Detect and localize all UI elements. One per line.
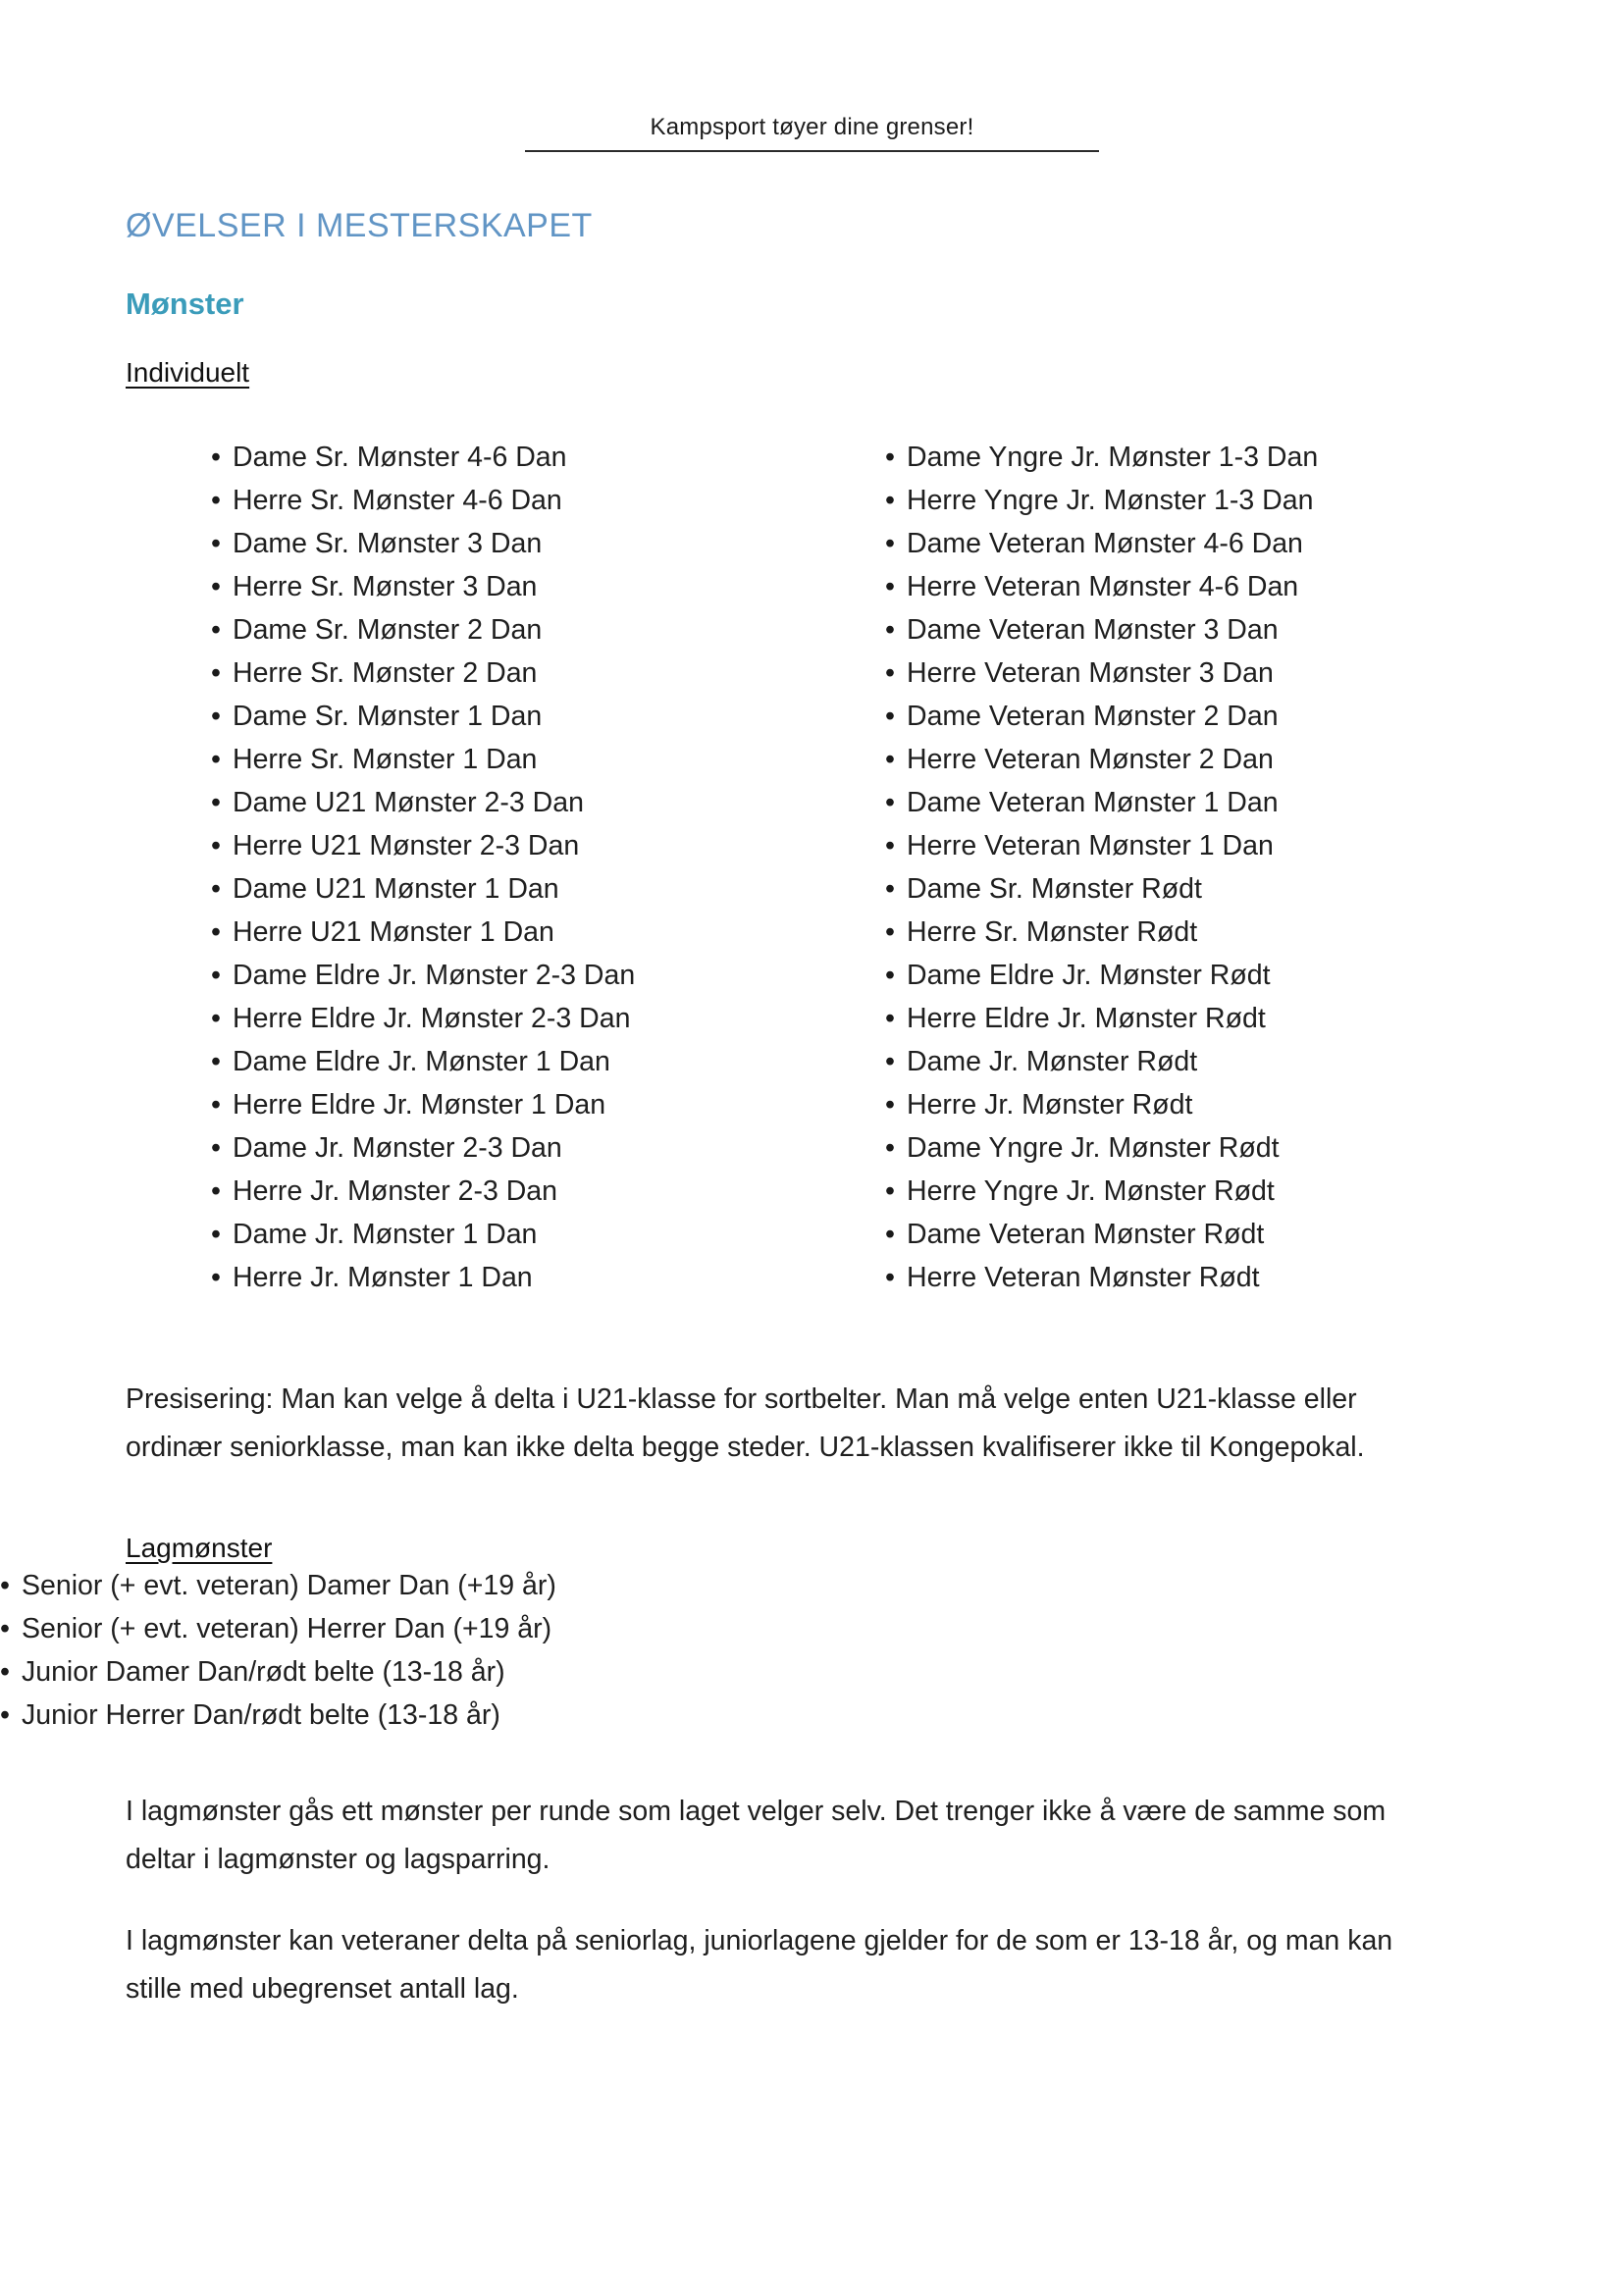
- list-item: • Dame Sr. Mønster 2 Dan: [211, 608, 885, 652]
- list-item: • Herre Eldre Jr. Mønster 2-3 Dan: [211, 997, 885, 1040]
- list-item: • Herre Veteran Mønster 3 Dan: [885, 652, 1624, 695]
- list-item: • Herre Sr. Mønster 4-6 Dan: [211, 479, 885, 522]
- individual-list-right-column: [885, 436, 1624, 1299]
- list-item: • Herre Veteran Mønster 2 Dan: [885, 738, 1624, 781]
- list-item: • Herre Sr. Mønster 3 Dan: [211, 565, 885, 608]
- list-item: • Herre Jr. Mønster Rødt: [885, 1083, 1624, 1126]
- list-item: • Dame Eldre Jr. Mønster Rødt: [885, 954, 1624, 997]
- list-item: • Dame Veteran Mønster 1 Dan: [885, 781, 1624, 824]
- list-item: • Senior (+ evt. veteran) Herrer Dan (+19 år): [0, 1607, 1624, 1650]
- list-item: • Dame Sr. Mønster 1 Dan: [211, 695, 885, 738]
- note-paragraph-presisering: Presisering: Man kan velge å delta i U21-klasse for sortbelter. Man må velge enten U21-klasse eller ordinær seniorklasse, man kan ikke delta begge steder. U21-klassen kvalifiserer ikke til Kongepokal.: [126, 1383, 1365, 1463]
- individual-list-left-column: [211, 436, 885, 1299]
- list-item: • Dame Veteran Mønster 4-6 Dan: [885, 522, 1624, 565]
- bullet-list-team: [0, 1564, 1624, 1737]
- list-item: • Herre Yngre Jr. Mønster Rødt: [885, 1170, 1624, 1213]
- list-item: • Dame Eldre Jr. Mønster 1 Dan: [211, 1040, 885, 1083]
- list-item: • Herre Veteran Mønster Rødt: [885, 1256, 1624, 1299]
- list-item: • Dame Veteran Mønster 2 Dan: [885, 695, 1624, 738]
- page-title: ØVELSER I MESTERSKAPET: [126, 207, 593, 244]
- list-item: • Dame Yngre Jr. Mønster Rødt: [885, 1126, 1624, 1170]
- list-item: • Dame Sr. Mønster 4-6 Dan: [211, 436, 885, 479]
- header-rule: [525, 114, 1099, 152]
- bullet-list-individual-left: [211, 436, 885, 1299]
- bullet-list-individual-right: [885, 436, 1624, 1299]
- list-item: • Dame Jr. Mønster 2-3 Dan: [211, 1126, 885, 1170]
- list-item: • Dame Eldre Jr. Mønster 2-3 Dan: [211, 954, 885, 997]
- list-item: • Herre Eldre Jr. Mønster 1 Dan: [211, 1083, 885, 1126]
- list-item: • Herre Yngre Jr. Mønster 1-3 Dan: [885, 479, 1624, 522]
- list-item: • Dame U21 Mønster 2-3 Dan: [211, 781, 885, 824]
- list-item: • Herre Jr. Mønster 2-3 Dan: [211, 1170, 885, 1213]
- list-item: • Herre U21 Mønster 2-3 Dan: [211, 824, 885, 867]
- header-tagline: Kampsport tøyer dine grenser!: [650, 114, 974, 140]
- list-item: • Herre Sr. Mønster 1 Dan: [211, 738, 885, 781]
- section-heading-monster: Mønster: [126, 287, 244, 321]
- list-item: • Dame U21 Mønster 1 Dan: [211, 867, 885, 911]
- list-item: • Herre Jr. Mønster 1 Dan: [211, 1256, 885, 1299]
- list-item: • Junior Herrer Dan/rødt belte (13-18 år): [0, 1694, 1624, 1737]
- list-item: • Herre Eldre Jr. Mønster Rødt: [885, 997, 1624, 1040]
- list-item: • Dame Yngre Jr. Mønster 1-3 Dan: [885, 436, 1624, 479]
- list-item: • Herre Veteran Mønster 4-6 Dan: [885, 565, 1624, 608]
- list-item: • Dame Sr. Mønster Rødt: [885, 867, 1624, 911]
- list-item: • Herre U21 Mønster 1 Dan: [211, 911, 885, 954]
- subsection-heading-lagmonster: Lagmønster: [126, 1533, 273, 1563]
- list-item: • Dame Jr. Mønster 1 Dan: [211, 1213, 885, 1256]
- subsection-heading-individuelt: Individuelt: [126, 357, 250, 388]
- body-paragraph-1: I lagmønster gås ett mønster per runde som laget velger selv. Det trenger ikke å være de samme som deltar i lagmønster og lagsparring.: [126, 1796, 1387, 1875]
- list-item: • Herre Sr. Mønster Rødt: [885, 911, 1624, 954]
- list-item: • Dame Veteran Mønster Rødt: [885, 1213, 1624, 1256]
- body-paragraph-2: I lagmønster kan veteraner delta på seniorlag, juniorlagene gjelder for de som er 13-18 år, og man kan stille med ubegrenset antall lag.: [126, 1925, 1393, 2005]
- list-item: • Junior Damer Dan/rødt belte (13-18 år): [0, 1650, 1624, 1694]
- list-item: • Herre Sr. Mønster 2 Dan: [211, 652, 885, 695]
- list-item: • Dame Sr. Mønster 3 Dan: [211, 522, 885, 565]
- list-item: • Dame Jr. Mønster Rødt: [885, 1040, 1624, 1083]
- list-item: • Herre Veteran Mønster 1 Dan: [885, 824, 1624, 867]
- individual-lists: [211, 436, 1624, 1299]
- list-item: • Senior (+ evt. veteran) Damer Dan (+19 år): [0, 1564, 1624, 1607]
- list-item: • Dame Veteran Mønster 3 Dan: [885, 608, 1624, 652]
